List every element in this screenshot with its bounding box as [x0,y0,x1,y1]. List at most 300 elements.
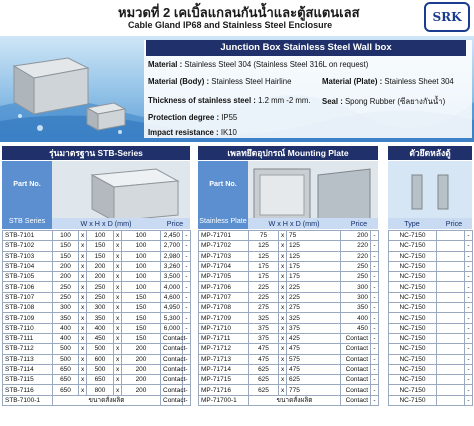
mp-x-sep: x [279,251,287,261]
stb-x-sep: x [79,313,87,323]
stb-depth: 150 [122,292,161,302]
stb-dash: - [183,282,191,292]
table-row [389,282,473,292]
nc-price [437,354,465,364]
spec-protection-label: Protection degree : [148,113,220,122]
nc-type: NC-7150 [389,323,437,333]
nc-type: NC-7150 [389,375,437,385]
page-subtitle: Cable Gland IP68 and Stainless Steel Enclosure [128,20,333,30]
mp-height: 225 [287,292,341,302]
mp-dash: - [371,333,379,343]
mp-width: 175 [249,272,279,282]
stb-width: 150 [53,251,79,261]
spec-thickness-value: 1.2 mm -2 mm. [258,96,311,105]
table-row [199,344,379,354]
spec-material-label: Material : [148,60,183,69]
nc-dash: - [465,282,473,292]
stb-part-no: STB-7104 [3,261,53,271]
table-row [199,261,379,271]
stb-depth: 200 [122,385,161,395]
stb-width: 150 [53,241,79,251]
mp-price: 350 [341,303,371,313]
mp-price: 400 [341,313,371,323]
stb-dash: - [183,231,191,241]
mp-dash: - [371,395,379,405]
stb-part-no: STB-7110 [3,323,53,333]
stb-width: 650 [53,385,79,395]
table-row [389,354,473,364]
stb-dash: - [183,375,191,385]
stb-x-sep: x [114,375,122,385]
mp-width: 625 [249,375,279,385]
stb-width: 250 [53,292,79,302]
mp-width: 225 [249,282,279,292]
stb-part-no: STB-7107 [3,292,53,302]
mp-x-sep: x [279,323,287,333]
mp-height: 275 [287,303,341,313]
stb-price: Contact [161,375,183,385]
stb-dimensions: ขนาดสั่งผลิต [53,395,161,405]
nc-price [437,333,465,343]
table-row [389,385,473,395]
spec-body-value: Stainless Steel Hairline [211,77,292,86]
stb-x-sep: x [79,241,87,251]
nc-price [437,375,465,385]
stb-x-sep: x [114,313,122,323]
mp-price: Contact [341,354,371,364]
stb-part-no: STB-7116 [3,385,53,395]
table-row [199,364,379,374]
enclosure-large-image [8,52,92,118]
mp-dash: - [371,241,379,251]
stb-price-header: Price [160,218,190,229]
nc-type: NC-7150 [389,364,437,374]
stb-depth: 100 [122,261,161,271]
mp-plate-label: Stainless Plate [199,216,247,225]
stb-part-no: STB-7103 [3,251,53,261]
nc-dash: - [465,385,473,395]
table-row [389,364,473,374]
stb-dash: - [183,292,191,302]
mp-part-no: MP-71705 [199,272,249,282]
nc-price [437,292,465,302]
mp-part-no: MP-71715 [199,375,249,385]
mp-width: 375 [249,333,279,343]
table-row [199,251,379,261]
stb-part-no: STB-7112 [3,344,53,354]
table-row [389,395,473,405]
stb-width: 500 [53,354,79,364]
stb-x-sep: x [79,385,87,395]
mp-part-no: MP-71713 [199,354,249,364]
stb-dash: - [183,261,191,271]
stb-x-sep: x [79,261,87,271]
spec-heading: Junction Box Stainless Steel Wall box [146,40,466,56]
mp-price: Contact [341,364,371,374]
stb-dash: - [183,354,191,364]
stb-x-sep: x [79,282,87,292]
table-row [3,344,191,354]
stb-dash: - [183,364,191,374]
nc-price-header: Price [436,218,472,229]
stb-part-no: STB-7105 [3,272,53,282]
stb-price: Contact [161,364,183,374]
mp-part-no: MP-71709 [199,313,249,323]
stb-table [2,230,191,406]
table-row [199,375,379,385]
mp-height: 475 [287,364,341,374]
stb-part-no: STB-7106 [3,282,53,292]
mp-dash: - [371,313,379,323]
mp-x-sep: x [279,261,287,271]
table-row [199,303,379,313]
mp-price: 200 [341,231,371,241]
nc-price [437,364,465,374]
stb-height: 200 [87,261,114,271]
nc-type: NC-7150 [389,241,437,251]
stb-depth: 100 [122,272,161,282]
nc-dash: - [465,344,473,354]
nc-price [437,231,465,241]
mp-part-no: MP-71712 [199,344,249,354]
stb-price: Contact [161,344,183,354]
stb-x-sep: x [79,272,87,282]
stb-price: 4,000 [161,282,183,292]
table-row [389,231,473,241]
stb-part-no: STB-7115 [3,375,53,385]
table-row [3,261,191,271]
stb-width: 300 [53,303,79,313]
stb-dash: - [183,344,191,354]
table-row [3,333,191,343]
mp-dash: - [371,261,379,271]
mp-height: 425 [287,333,341,343]
table-row [3,241,191,251]
mp-header-part [198,161,248,229]
stb-depth: 100 [122,241,161,251]
stb-width: 350 [53,313,79,323]
nc-dash: - [465,241,473,251]
spec-material-value: Stainless Steel 304 (Stainless Steel 316L on request) [184,60,369,69]
stb-x-sep: x [114,282,122,292]
mp-height: 575 [287,354,341,364]
spec-plate-label: Material (Plate) : [322,77,383,86]
enclosure-small-image [84,100,128,132]
table-row [199,313,379,323]
stb-dash: - [183,251,191,261]
mp-part-no: MP-71714 [199,364,249,374]
spec-thickness-label: Thickness of stainless steel : [148,96,256,105]
stb-height: 400 [87,323,114,333]
mp-width: 275 [249,303,279,313]
mp-width: 375 [249,323,279,333]
table-row [389,261,473,271]
mp-part-no: MP-71711 [199,333,249,343]
mp-height: 225 [287,282,341,292]
nc-price [437,344,465,354]
spec-seal [322,96,445,108]
table-row [3,292,191,302]
stb-x-sep: x [114,323,122,333]
mp-dash: - [371,323,379,333]
stb-width: 200 [53,272,79,282]
nc-type: NC-7150 [389,303,437,313]
stb-x-sep: x [114,354,122,364]
stb-width: 400 [53,323,79,333]
stb-x-sep: x [114,303,122,313]
table-row [3,272,191,282]
nc-dash: - [465,303,473,313]
mp-width: 225 [249,292,279,302]
nc-dash: - [465,313,473,323]
table-row [3,231,191,241]
mp-price: Contact [341,375,371,385]
spec-material [148,60,368,69]
stb-x-sep: x [79,323,87,333]
mp-x-sep: x [279,313,287,323]
stb-x-sep: x [114,231,122,241]
stb-price: 5,300 [161,313,183,323]
mp-dash: - [371,292,379,302]
nc-price [437,395,465,405]
mp-height: 75 [287,231,341,241]
table-row [3,354,191,364]
table-row [389,344,473,354]
stb-header-part [2,161,52,229]
nc-price [437,313,465,323]
mp-dash: - [371,272,379,282]
mp-dash: - [371,385,379,395]
mp-height: 375 [287,323,341,333]
stb-x-sep: x [79,354,87,364]
mp-x-sep: x [279,282,287,292]
nc-type: NC-7150 [389,385,437,395]
mp-price: 250 [341,272,371,282]
stb-depth: 150 [122,303,161,313]
stb-dash: - [183,303,191,313]
nc-type: NC-7150 [389,272,437,282]
table-row [199,385,379,395]
stb-dash: - [183,395,191,405]
table-row [389,272,473,282]
table-row [3,364,191,374]
mp-price: Contact [341,395,371,405]
mp-x-sep: x [279,385,287,395]
stb-x-sep: x [114,333,122,343]
stb-part-no: STB-7113 [3,354,53,364]
nc-dash: - [465,375,473,385]
stb-price: Contact [161,395,183,405]
stb-part-no: STB-7100-1 [3,395,53,405]
mp-part-no: MP-71716 [199,385,249,395]
page-title: หมวดที่ 2 เคเบิ้ลแกลนกันน้ำและตู้สแตนเลส [118,5,360,20]
stb-height: 350 [87,313,114,323]
stb-price: Contact [161,333,183,343]
stb-price: Contact [161,354,183,364]
mp-table [198,230,379,406]
mp-width: 125 [249,241,279,251]
stb-x-sep: x [79,303,87,313]
nc-dash: - [465,251,473,261]
stb-x-sep: x [79,231,87,241]
stb-part-no: STB-7108 [3,303,53,313]
stb-x-sep: x [79,333,87,343]
stb-dash: - [183,323,191,333]
spec-body-label: Material (Body) : [148,77,210,86]
stb-height: 500 [87,364,114,374]
mp-part-no: MP-71702 [199,241,249,251]
stb-height: 150 [87,251,114,261]
mp-price: Contact [341,344,371,354]
mp-part-no: MP-71703 [199,251,249,261]
stb-height: 600 [87,354,114,364]
stb-x-sep: x [79,375,87,385]
mp-price-header: Price [340,218,378,229]
nc-price [437,251,465,261]
table-row [389,251,473,261]
table-row [199,333,379,343]
mp-width: 175 [249,261,279,271]
nc-price [437,241,465,251]
stb-price: 4,600 [161,292,183,302]
stb-price: 3,500 [161,272,183,282]
stb-width: 650 [53,364,79,374]
nc-dash: - [465,364,473,374]
stb-price: 4,950 [161,303,183,313]
stb-depth: 200 [122,354,161,364]
table-row [199,231,379,241]
mp-width: 75 [249,231,279,241]
mp-x-sep: x [279,241,287,251]
nc-type: NC-7150 [389,354,437,364]
stb-depth: 150 [122,323,161,333]
table-row [389,303,473,313]
nc-type: NC-7150 [389,251,437,261]
table-row [3,303,191,313]
mp-width: 625 [249,364,279,374]
stb-price: 2,700 [161,241,183,251]
mp-dash: - [371,251,379,261]
brand-logo [424,2,470,32]
table-row [199,323,379,333]
stb-price: Contact [161,385,183,395]
stb-dash: - [183,385,191,395]
spec-body [148,77,291,86]
stb-dash: - [183,333,191,343]
stb-depth: 200 [122,344,161,354]
stb-whd-header: W x H x D (mm) [52,218,160,229]
table-row [199,272,379,282]
stb-x-sep: x [114,261,122,271]
nc-dash: - [465,323,473,333]
nc-dash: - [465,231,473,241]
nc-type-header: Type [388,218,436,229]
nc-type: NC-7150 [389,333,437,343]
spec-protection [148,113,237,122]
mp-x-sep: x [279,333,287,343]
stb-price: 6,000 [161,323,183,333]
table-row [3,395,191,405]
mp-height: 775 [287,385,341,395]
stb-depth: 100 [122,251,161,261]
mp-height: 125 [287,241,341,251]
nc-price [437,323,465,333]
mp-height: 625 [287,375,341,385]
spec-plate-value: Stainless Sheet 304 [384,77,454,86]
mp-dash: - [371,364,379,374]
mp-width: 325 [249,313,279,323]
mp-price: 300 [341,282,371,292]
stb-series-label: STB Series [8,216,46,225]
stb-price: 3,260 [161,261,183,271]
stb-width: 400 [53,333,79,343]
nc-price [437,282,465,292]
stb-x-sep: x [114,272,122,282]
mp-x-sep: x [279,364,287,374]
mp-dash: - [371,354,379,364]
nc-dash: - [465,261,473,271]
spec-protection-value: IP55 [221,113,238,122]
mp-height: 175 [287,272,341,282]
stb-height: 500 [87,344,114,354]
stb-height: 250 [87,282,114,292]
stb-dash: - [183,241,191,251]
nc-price [437,385,465,395]
table-row [199,282,379,292]
section-mp-heading: เพลทยึดอุปกรณ์ Mounting Plate [198,146,378,160]
table-row [3,251,191,261]
stb-width: 100 [53,231,79,241]
nc-table [388,230,473,406]
mp-part-no: MP-71706 [199,282,249,292]
stb-partno-label: Part No. [13,179,41,188]
table-row [3,313,191,323]
logo-text: SRK [432,10,462,24]
mp-dash: - [371,375,379,385]
mp-price: Contact [341,333,371,343]
nc-dash: - [465,333,473,343]
mp-part-no: MP-71710 [199,323,249,333]
stb-height: 800 [87,385,114,395]
nc-type: NC-7150 [389,231,437,241]
stb-price: 2,980 [161,251,183,261]
stb-height: 300 [87,303,114,313]
table-row [389,313,473,323]
mp-part-no: MP-71708 [199,303,249,313]
nc-type: NC-7150 [389,261,437,271]
table-row [199,354,379,364]
stb-x-sep: x [79,364,87,374]
mp-price: 220 [341,251,371,261]
mp-x-sep: x [279,303,287,313]
mp-dash: - [371,344,379,354]
stb-part-no: STB-7102 [3,241,53,251]
spec-thickness [148,96,311,105]
stb-part-no: STB-7111 [3,333,53,343]
stb-part-no: STB-7109 [3,313,53,323]
stb-width: 200 [53,261,79,271]
nc-type: NC-7150 [389,282,437,292]
nc-price [437,261,465,271]
stb-depth: 200 [122,375,161,385]
stb-width: 650 [53,375,79,385]
section-stb-heading: รุ่นมาตรฐาน STB-Series [2,146,190,160]
stb-depth: 100 [122,231,161,241]
mp-x-sep: x [279,272,287,282]
mp-price: 450 [341,323,371,333]
stb-depth: 100 [122,282,161,292]
mp-height: 325 [287,313,341,323]
